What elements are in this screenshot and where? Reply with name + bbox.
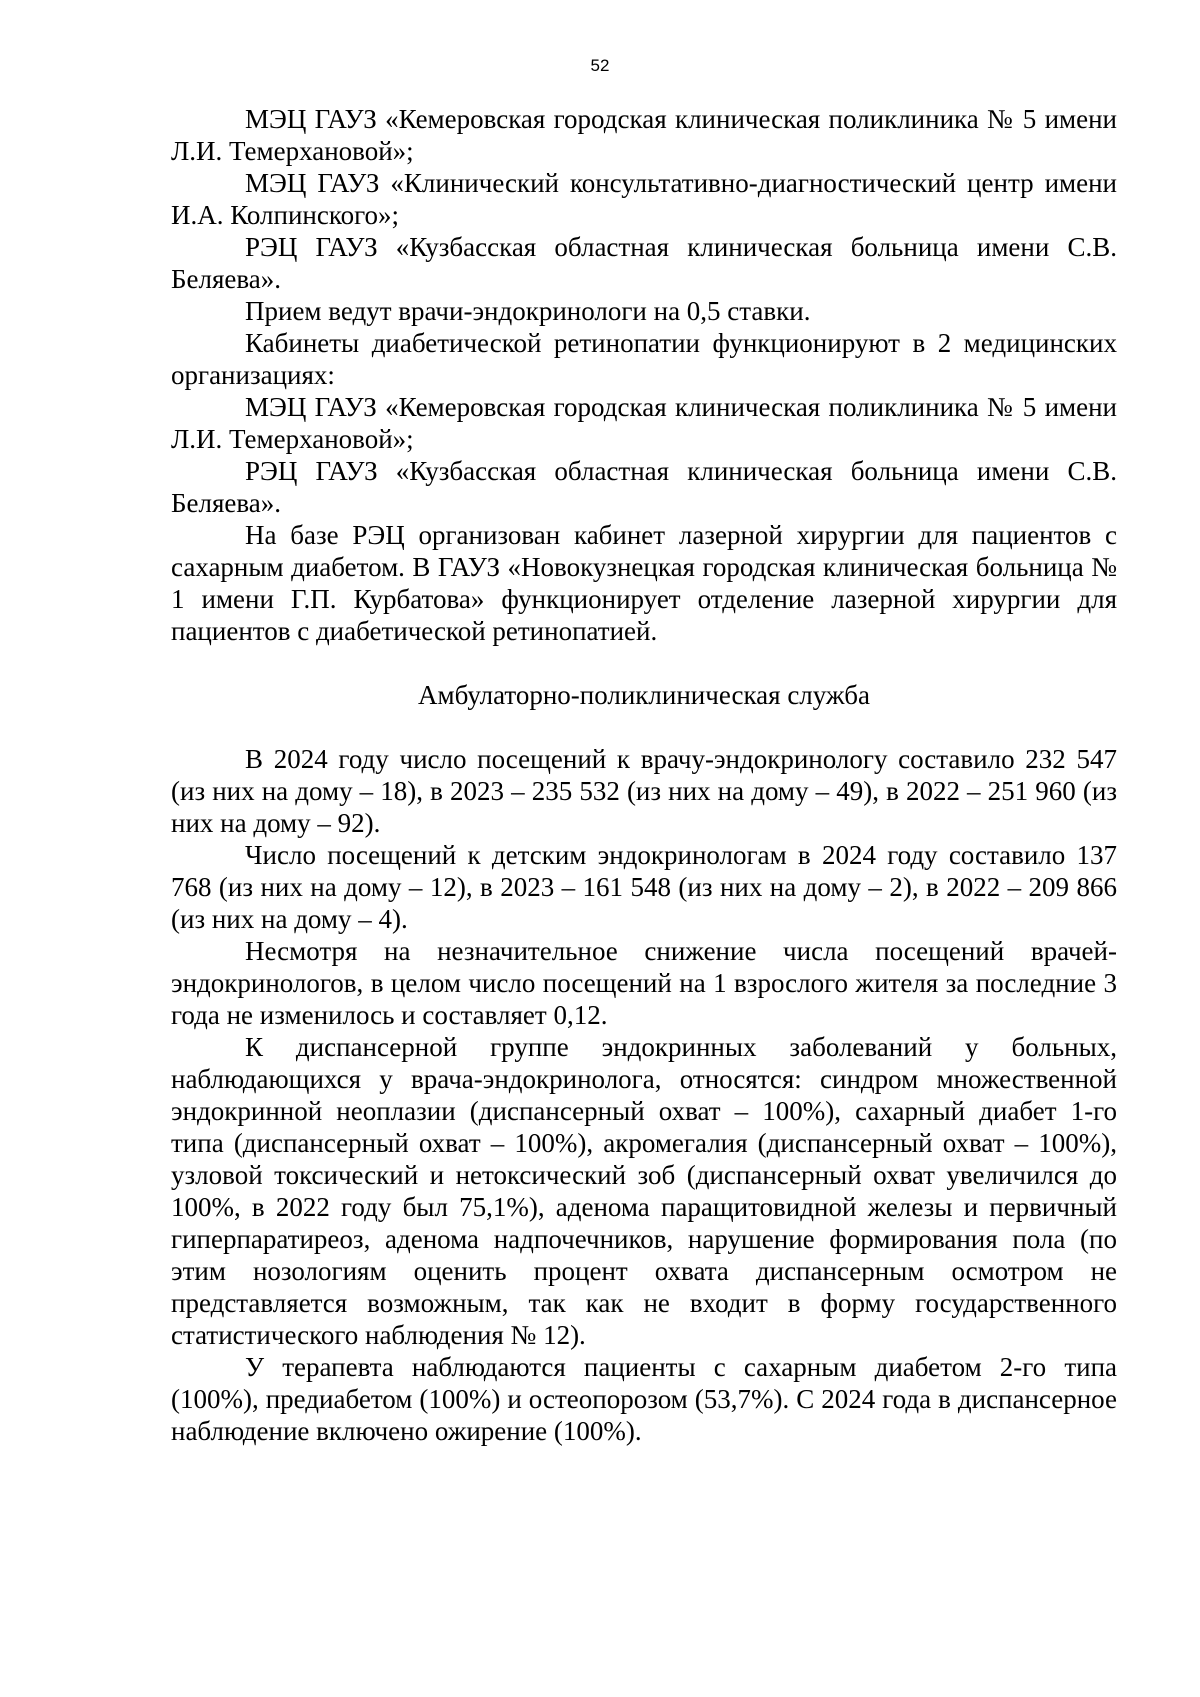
paragraph-dispansernaya-gruppa: К диспансерной группе эндокринных заболеваний у больных, наблюдающихся у врача-эндокринолога, относятся: синдром множественной эндокринной неоплазии (диспансерный охват – 100%), сахарный диабет 1-го типа (диспансерный охват – 100%), акромегалия (диспансерный охват – 100%), узловой токсический и нетоксический зоб (диспансерный охват увеличился до 100%, в 2022 году был 75,1%), аденома паращитовидной железы и первичный гиперпаратиреоз, аденома надпочечников, нарушение формирования пола (по этим нозологиям оценить процент охвата диспансерным осмотром не представляется возможным, так как не входит в форму государственного статистического наблюдения № 12). bbox=[171, 1032, 1117, 1350]
paragraph-kabinety-retinopatii: Кабинеты диабетической ретинопатии функционируют в 2 медицинских организациях: bbox=[171, 328, 1117, 390]
paragraph-mec-kdc: МЭЦ ГАУЗ «Клинический консультативно-диагностический центр имени И.А. Колпинского»; bbox=[171, 168, 1117, 230]
paragraph-lazernaya-hirurgiya: На базе РЭЦ организован кабинет лазерной хирургии для пациентов с сахарным диабетом. В ГАУЗ «Новокузнецкая городская клиническая больница № 1 имени Г.П. Курбатова» функционирует отделение лазерной хирургии для пациентов с диабетической ретинопатией. bbox=[171, 520, 1117, 646]
page-number: 52 bbox=[590, 56, 610, 75]
section-heading: Амбулаторно-поликлиническая служба bbox=[418, 680, 870, 710]
paragraph-rec-oblastnaya: РЭЦ ГАУЗ «Кузбасская областная клиническая больница имени С.В. Беляева». bbox=[171, 232, 1117, 294]
paragraph-posescheniya-detskie: Число посещений к детским эндокринологам в 2024 году составило 137 768 (из них на дому – 12), в 2023 – 161 548 (из них на дому – 2), в 2022 – 209 866 (из них на дому – 4). bbox=[171, 840, 1117, 934]
paragraph-mec-poliklinika-5: МЭЦ ГАУЗ «Кемеровская городская клиническая поликлиника № 5 имени Л.И. Темерхановой»; bbox=[171, 104, 1117, 166]
paragraph-rec-oblastnaya-repeat: РЭЦ ГАУЗ «Кузбасская областная клиническая больница имени С.В. Беляева». bbox=[171, 456, 1117, 518]
paragraph-terapevt: У терапевта наблюдаются пациенты с сахарным диабетом 2-го типа (100%), предиабетом (100%) и остеопорозом (53,7%). С 2024 года в диспансерное наблюдение включено ожирение (100%). bbox=[171, 1352, 1117, 1446]
paragraph-priem-vrachi: Прием ведут врачи-эндокринологи на 0,5 ставки. bbox=[245, 296, 811, 326]
paragraph-snizhenie-posescheniy: Несмотря на незначительное снижение числа посещений врачей-эндокринологов, в целом число посещений на 1 взрослого жителя за последние 3 года не изменилось и составляет 0,12. bbox=[171, 936, 1117, 1030]
paragraph-posescheniya-endokrinolog: В 2024 году число посещений к врачу-эндокринологу составило 232 547 (из них на дому – 18), в 2023 – 235 532 (из них на дому – 49), в 2022 – 251 960 (из них на дому – 92). bbox=[171, 744, 1117, 838]
paragraph-mec-poliklinika-5-repeat: МЭЦ ГАУЗ «Кемеровская городская клиническая поликлиника № 5 имени Л.И. Темерхановой»; bbox=[171, 392, 1117, 454]
document-body bbox=[171, 103, 1117, 1447]
